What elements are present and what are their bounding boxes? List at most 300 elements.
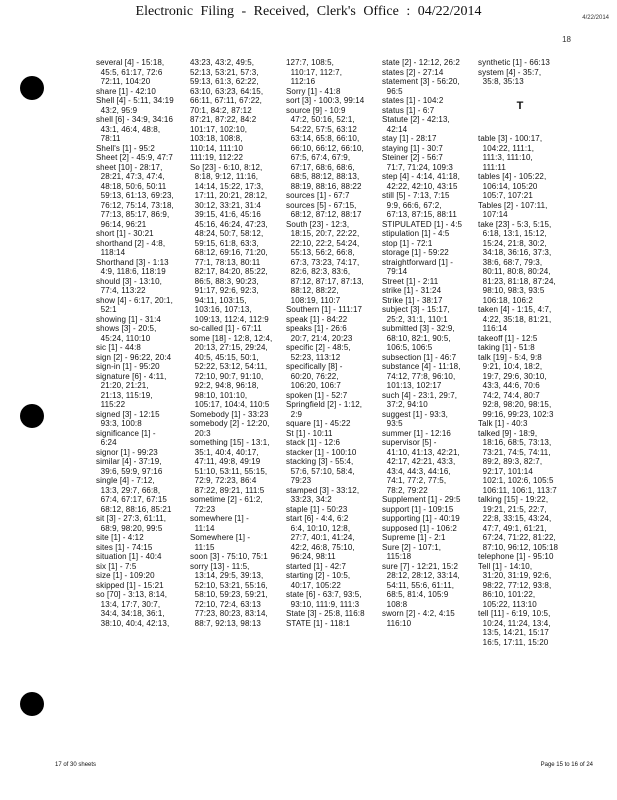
index-entry: 115:18 [382,552,412,561]
index-entry: strike [1] - 31:24 [382,286,442,295]
index-entry: sources [5] - 67:15, [286,200,357,210]
index-entry: 42:14 [382,124,408,134]
index-entry: statement [3] - 56:20, [382,77,460,86]
index-entry: 37:2, 94:10 [382,400,428,409]
index-entry: sorry [13] - 11:5, [190,561,250,571]
index-entry: 74:12, 77:8, 96:10, [382,371,456,381]
binder-hole-middle [20,404,44,428]
index-entry: 89:2, 89:3, 82:7, [478,457,543,466]
index-entry: 42:22, 42:10, 43:15 [382,181,458,191]
index-entry: 21:13, 115:19, [96,390,153,400]
index-entry: 34:18, 36:16, 37:3, [478,248,552,257]
index-entry: should [3] - 13:10, [96,276,162,286]
index-entry: 93:10, 111:9, 111:3 [286,599,360,609]
index-entry: 68:9, 98:20, 99:5 [96,523,163,533]
index-entry: 15:24, 21:8, 30:2, [478,238,547,248]
index-entry: states [2] - 27:14 [382,67,444,77]
index-entry: Talk [1] - 40:3 [478,419,528,428]
index-entry: state [2] - 12:12, 26:2 [382,58,460,67]
index-entry: 74:1, 77:2, 77:5, [382,476,447,485]
index-entry: spoken [1] - 52:7 [286,390,348,400]
index-entry: starting [2] - 10:5, [286,571,351,580]
index-entry: 102:1, 102:6, 105:5 [478,476,554,485]
index-entry: 109:13, 112:4, 112:9 [190,314,269,324]
index-entry: 86:10, 101:22, [478,590,536,599]
index-entry: Somebody [1] - 33:23 [190,409,269,419]
index-entry: 52:1 [96,305,117,314]
index-entry: 54:11, 55:6, 61:11, [382,580,455,590]
index-entry: shell [6] - 34:9, 34:16 [96,115,174,124]
index-entry: 78:11 [96,134,121,143]
index-entry: 59:13, 61:13, 69:23, [96,191,174,200]
index-entry: Shell's [1] - 95:2 [96,143,155,153]
index-entry: speak [1] - 84:22 [286,314,348,324]
index-entry: 25:2, 31:1, 110:1 [382,314,448,324]
index-entry: 88:7, 92:13, 98:13 [190,618,261,628]
index-entry: 101:17, 102:10, [190,124,248,134]
index-entry: such [4] - 23:1, 29:7, [382,390,458,400]
letter-heading-t: T [516,100,524,112]
index-entry: 11:14 [190,523,215,533]
index-entry: 52:13, 53:21, 57:3, [190,67,259,77]
index-entry: STATE [1] - 118:1 [286,618,350,628]
binder-hole-bottom [20,692,44,716]
index-entry: 47:11, 49:8, 49:19 [190,457,261,466]
index-entry: take [23] - 5:3, 5:15, [478,219,552,229]
index-entry: talked [9] - 18:9, [478,428,538,438]
index-entry: 13:3, 29:7, 66:8, [96,485,161,495]
page-header-stamp: Electronic Filing - Received, Clerk's Office : 04/22/2014 [135,4,482,19]
index-entry: sheet [10] - 28:17, [96,162,163,172]
index-entry: sites [1] - 74:15 [96,542,153,552]
index-entry: 54:22, 57:5, 63:12 [286,124,357,134]
index-entry: stop [1] - 72:1 [382,238,433,248]
index-entry: 52:10, 53:21, 55:16, [190,580,268,590]
index-entry: 63:14, 65:8, 66:10, [286,134,360,143]
index-entry: 19:7, 29:6, 30:10, [478,371,547,381]
index-entry: Steiner [2] - 56:7 [382,153,443,162]
index-entry: 40:5, 45:15, 50:1, [190,352,259,362]
index-entry: 77:1, 78:13, 80:11 [190,257,261,267]
index-entry: Springfield [2] - 1:12, [286,400,363,409]
index-entry: 101:13, 102:17 [382,381,442,390]
index-column-1 [96,58,174,628]
index-entry [478,125,558,135]
index-entry: stacking [3] - 55:4, [286,457,354,466]
index-entry: 107:14 [478,210,508,219]
index-entry: 20:7, 21:4, 20:23 [286,333,353,343]
index-entry: 127:7, 108:5, [286,58,335,67]
index-entry: somebody [2] - 12:20, [190,419,270,428]
index-entry: 93:5 [382,419,403,428]
index-entry: 81:23, 81:18, 87:24, [478,276,556,286]
index-entry: 4:9, 118:6, 118:19 [96,267,166,276]
index-entry: short [1] - 30:21 [96,229,154,238]
index-entry: 51:10, 53:11, 55:15, [190,466,268,476]
index-entry: 111:11 [478,162,506,172]
index-entry: support [1] - 109:15 [382,504,454,514]
index-entry: Sheet [2] - 45:9, 47:7 [96,153,173,162]
index-entry: 11:15 [190,542,215,552]
index-entry: 77:13, 85:17, 86:9, [96,210,170,219]
index-entry: 2:9 [286,409,303,419]
index-entry: 67:13, 87:15, 88:11 [382,210,457,219]
index-entry: 72:11, 104:20 [96,77,151,86]
stamp-date: 4/22/2014 [582,15,609,21]
index-entry: 105:7, 107:21 [478,191,533,200]
index-entry: 13:14, 29:5, 39:13, [190,571,264,580]
index-entry: 18:16, 68:5, 73:13, [478,438,552,447]
index-entry: tables [4] - 105:22, [478,172,547,181]
index-entry: sign [2] - 96:22, 20:4 [96,352,172,362]
index-entry: signor [1] - 99:23 [96,447,158,457]
index-column-3 [286,58,365,628]
index-entry: 68:10, 82:1, 90:5, [382,333,451,343]
index-entry: So [23] - 6:10, 8:12, [190,162,263,172]
index-entry: 8:18, 9:12, 11:16, [190,172,259,181]
index-entry: 71:7, 71:24, 109:3 [382,162,453,172]
index-entry: 39:15, 41:6, 45:16 [190,210,261,219]
index-entry: South [23] - 12:3, [286,219,350,229]
index-entry: sure [7] - 12:21, 15:2 [382,561,459,571]
index-entry: 17:11, 20:21, 28:12, [190,191,268,200]
index-entry: 42:17, 42:21, 43:3, [382,457,456,466]
index-entry: 43:3, 44:6, 70:6 [478,381,540,390]
index-entry: Statute [2] - 42:13, [382,115,450,124]
index-entry: 40:17, 105:22 [286,580,341,590]
index-entry: 110:14, 111:10 [190,143,244,153]
index-entry: 38:6, 68:7, 79:3, [478,257,543,267]
index-entry: subsection [1] - 46:7 [382,352,457,362]
index-entry: single [4] - 7:12, [96,476,155,485]
index-entry [478,115,558,125]
index-entry: Southern [1] - 111:17 [286,305,363,314]
index-entry: sometime [2] - 61:2, [190,495,263,504]
index-entry: start [6] - 4:4, 6:2 [286,514,349,523]
index-entry: 30:12, 33:21, 31:4 [190,200,261,210]
index-entry: 68:12, 88:16, 85:21 [96,504,172,514]
index-entry: Street [1] - 2:11 [382,276,439,286]
index-entry: 115:22 [96,400,126,409]
index-entry: 22:8, 33:15, 43:24, [478,514,552,523]
index-entry: 104:22, 111:1, [478,143,535,153]
index-entry: 45:16, 46:24, 47:23, [190,219,268,229]
index-entry: 87:21, 87:22, 84:2 [190,115,257,124]
index-entry: 67:5, 67:4, 67:9, [286,153,351,162]
index-entry: Strike [1] - 38:17 [382,295,443,305]
corner-page-number: 18 [562,35,571,44]
index-entry: status [1] - 6:7 [382,105,435,115]
index-entry: 13:5, 14:21, 15:17 [478,628,549,637]
index-entry: 28:21, 47:3, 47:4, [96,172,165,181]
index-entry: 55:13, 56:2, 66:8, [286,248,355,257]
index-entry: 68:5, 81:4, 105:9 [382,590,449,599]
index-entry: staple [1] - 50:23 [286,504,348,514]
index-entry: 22:10, 22:2, 54:24, [286,238,360,248]
index-entry: straightforward [1] - [382,257,454,267]
index-entry: 92:2, 94:8, 96:18, [190,381,259,390]
index-entry: table [3] - 100:17, [478,134,543,143]
binder-hole-top [20,76,44,100]
index-entry: Tell [1] - 14:10, [478,561,533,571]
index-entry: staying [1] - 30:7 [382,143,443,153]
index-entry: STIPULATED [1] - 4:5 [382,219,463,229]
index-entry: stack [1] - 12:6 [286,438,341,447]
index-entry: storage [1] - 59:22 [382,248,449,257]
index-entry: Shell [4] - 5:11, 34:19 [96,96,174,105]
index-entry: 110:17, 112:7, [286,67,343,77]
index-entry: 66:10, 66:12, 66:10, [286,143,364,153]
index-entry: started [1] - 42:7 [286,561,347,571]
index-entry: square [1] - 45:22 [286,419,351,428]
index-entry: 82:6, 82:3, 83:6, [286,267,351,276]
index-entry: 10:24, 11:24, 13:4, [478,618,551,628]
index-entry: 38:10, 40:4, 42:13, [96,618,170,628]
index-entry: similar [4] - 37:19, [96,457,162,466]
index-entry: 19:21, 21:5, 22:7, [478,504,547,514]
index-entry: 116:14 [478,324,508,333]
index-entry: 87:12, 87:17, 87:13, [286,276,364,286]
index-entry: several [4] - 15:18, [96,58,165,67]
index-entry: 105:22, 113:10 [478,599,537,609]
index-entry: sign-in [1] - 95:20 [96,362,160,371]
index-entry: Tables [2] - 107:11, [478,200,548,210]
index-entry: 91:17, 92:6, 92:3, [190,286,259,295]
index-entry: 35:1, 40:4, 40:17, [190,447,259,457]
index-entry: 88:12, 88:22, [286,286,339,295]
index-entry: 43:4, 44:3, 44:16, [382,466,451,476]
index-entry: Supreme [1] - 2:1 [382,533,446,542]
index-entry: 60:20, 76:22, [286,371,339,381]
index-entry: 80:11, 80:8, 80:24, [478,267,551,276]
index-entry: signed [3] - 12:15 [96,409,160,419]
index-entry: six [1] - 7:5 [96,561,137,571]
index-entry [478,87,558,97]
index-entry: state [6] - 63:7, 93:5, [286,590,362,599]
index-entry: so-called [1] - 67:11 [190,324,262,333]
index-entry: site [1] - 4:12 [96,533,144,542]
index-entry: shorthand [2] - 4:8, [96,238,166,248]
index-entry: sort [3] - 100:3, 99:14 [286,96,365,105]
index-entry: 77:23, 80:23, 83:14, [190,609,268,618]
index-entry: 35:8, 35:13 [478,77,524,86]
index-entry: 70:1, 84:2, 87:12 [190,105,252,115]
index-entry: 41:10, 41:13, 42:21, [382,447,460,457]
index-entry: taking [1] - 51:8 [478,343,535,352]
index-entry: 43:2, 95:9 [96,105,138,115]
index-entry: size [1] - 109:20 [96,571,155,580]
index-entry: somewhere [1] - [190,514,249,523]
index-entry: synthetic [1] - 66:13 [478,58,550,67]
index-entry: 72:10, 90:7, 91:10, [190,371,264,381]
footer-page-range: Page 15 to 16 of 24 [540,762,593,768]
index-entry: 103:18, 108:8, [190,134,243,143]
index-entry: 47:2, 50:16, 52:1, [286,115,355,124]
index-entry: stamped [3] - 33:12, [286,485,360,495]
index-entry: 72:23 [190,504,216,514]
index-entry: 59:15, 61:8, 63:3, [190,238,259,248]
index-entry: State [3] - 25:8, 116:8 [286,609,365,618]
index-entry: 52:22, 53:12, 54:11, [190,362,268,371]
index-entry: 67:4, 67:17, 67:15 [96,495,167,504]
index-entry: 45:24, 110:10 [96,333,151,343]
index-entry: 4:22, 35:18, 81:21, [478,314,552,324]
index-entry: 82:17, 84:20, 85:22, [190,267,268,276]
index-entry: skipped [1] - 15:21 [96,580,164,590]
index-entry: show [4] - 6:17, 20:1, [96,295,173,305]
index-entry: 6:4, 10:10, 12:8, [286,523,351,533]
index-entry: still [5] - 7:13, 7:15 [382,191,450,200]
index-entry: sit [3] - 27:3, 61:11, [96,514,167,523]
index-entry: supporting [1] - 40:19 [382,514,460,523]
index-entry: 47:7, 49:1, 61:21, [478,523,547,533]
index-entry: sources [1] - 67:7 [286,191,350,200]
index-entry: stay [1] - 28:17 [382,134,437,143]
index-entry: 103:16, 107:13, [190,305,252,314]
index-entry: situation [1] - 40:4 [96,552,162,561]
index-entry: Somewhere [1] - [190,533,251,542]
index-entry: 27:7, 40:1, 41:24, [286,533,355,542]
index-entry: showing [1] - 31:4 [96,314,161,324]
index-entry: 79:23 [286,476,312,485]
index-entry: 58:10, 59:23, 59:21, [190,590,268,599]
index-entry: talk [19] - 5:4, 9:8 [478,352,542,362]
index-entry: 67:3, 73:23, 74:17, [286,257,360,267]
index-entry: sworn [2] - 4:2, 4:15 [382,609,455,618]
index-entry: 106:14, 105:20 [478,181,538,191]
index-entry: 87:10, 96:12, 105:18 [478,542,559,552]
index-entry: supervisor [5] - [382,438,437,447]
index-entry: 68:5, 88:12, 88:13, [286,172,360,181]
index-entry: substance [4] - 11:18, [382,362,461,371]
index-entry: 111:19, 112:22 [190,153,244,162]
index-entry: 98:22, 77:12, 93:8, [478,580,552,590]
index-column-4 [382,58,462,628]
index-entry: 111:3, 111:10, [478,153,533,162]
index-entry: significance [1] - [96,428,156,438]
index-entry: signature [6] - 4:11, [96,371,167,381]
index-entry: 93:3, 100:8 [96,419,142,428]
index-entry: stipulation [1] - 4:5 [382,229,450,238]
index-entry: Sorry [1] - 41:8 [286,86,341,96]
footer-sheets: 17 of 30 sheets [55,762,97,768]
index-entry: 106:11, 106:1, 113:7 [478,485,557,495]
index-entry: 13:4, 17:7, 30:7, [96,599,161,609]
index-entry: subject [3] - 15:17, [382,305,450,314]
index-entry: 52:23, 113:12 [286,352,341,362]
index-entry: 92:17, 101:14 [478,466,533,476]
index-entry: 63:10, 63:23, 64:15, [190,86,264,96]
index-entry: step [4] - 4:14, 41:18, [382,172,460,181]
index-entry: 31:20, 31:19, 92:6, [478,571,552,580]
index-entry: 43:23, 43:2, 49:5, [190,58,255,67]
index-entry: 106:20, 106:7 [286,381,341,390]
index-entry: 106:5, 106:5 [382,343,433,352]
index-entry: suggest [1] - 93:3, [382,409,448,419]
index-entry: 98:10, 101:10, [190,390,248,400]
index-entry: talking [15] - 19:22, [478,495,549,504]
index-entry: shows [3] - 20:5, [96,324,157,333]
index-entry: 96:5 [382,86,403,96]
index-entry: 48:24, 50:7, 58:12, [190,229,264,238]
index-entry: 96:24, 98:11 [286,552,336,561]
index-entry: 68:12, 69:16, 71:20, [190,248,268,257]
index-entry: stacker [1] - 100:10 [286,447,357,457]
index-entry: 118:14 [96,248,126,257]
index-entry: 48:18, 50:6, 50:11 [96,181,167,191]
index-entry: 87:22, 89:21, 111:5 [190,485,265,495]
index-column-2 [190,58,272,628]
index-entry: 21:20, 21:21, [96,381,149,390]
index-entry: 67:24, 71:22, 81:22, [478,533,556,542]
index-entry: submitted [3] - 32:9, [382,324,455,333]
index-entry: some [18] - 12:8, 12:4, [190,333,273,343]
index-entry: 14:14, 15:22, 17:3, [190,181,264,191]
index-entry: 42:2, 46:8, 75:10, [286,542,355,552]
index-entry: tell [11] - 6:19, 10:5, [478,609,551,618]
index-entry: 94:11, 103:15, [190,295,247,305]
index-entry: speaks [1] - 26:6 [286,324,347,333]
index-entry: specific [2] - 48:5, [286,343,351,352]
index-entry: St [1] - 10:11 [286,428,333,438]
index-entry: 34:4, 34:18, 36:1, [96,609,165,618]
index-entry: 106:18, 106:2 [478,295,533,305]
index-entry: takeoff [1] - 12:5 [478,333,538,343]
index-entry: 9:21, 10:4, 18:2, [478,362,543,371]
index-entry: soon [3] - 75:10, 75:1 [190,552,268,561]
index-entry: 105:17, 104:4, 110:5 [190,400,270,409]
index-entry: Sure [2] - 107:1, [382,542,442,552]
index-entry: 16:5, 17:11, 15:20 [478,637,549,647]
index-entry: 39:6, 59:9, 97:16 [96,466,163,476]
index-entry: 74:2, 74:4, 80:7 [478,390,540,400]
index-entry: states [1] - 104:2 [382,96,444,105]
index-entry: 43:1, 46:4, 48:8, [96,124,161,134]
index-entry: 72:9, 72:23, 86:4 [190,476,257,485]
index-entry: 92:8, 98:20, 98:15, [478,400,552,409]
index-entry: share [1] - 42:10 [96,86,156,96]
index-entry: 108:8 [382,599,408,609]
index-entry: 9:9, 66:6, 67:2, [382,200,442,210]
index-entry: 99:16, 99:23, 102:3 [478,409,554,419]
index-entry: 6:18, 13:1, 15:12, [478,229,547,238]
index-entry: 45:5, 61:17, 72:6 [96,67,163,77]
index-entry: 77:4, 113:22 [96,286,146,295]
index-entry: so [70] - 3:13, 8:14, [96,590,168,599]
index-entry: 20:13, 27:15, 29:24, [190,343,268,352]
index-entry: Shorthand [3] - 1:13 [96,257,169,267]
index-entry: something [15] - 13:1, [190,438,270,447]
index-entry: supposed [1] - 106:2 [382,523,457,533]
index-entry: taken [4] - 1:15, 4:7, [478,305,552,314]
index-entry: source [9] - 10:9 [286,105,346,115]
index-entry: 73:21, 74:5, 74:11, [478,447,551,457]
index-entry: 72:10, 72:4, 63:13 [190,599,261,609]
index-entry: 28:12, 28:12, 33:14, [382,571,460,580]
index-entry: 20:3 [190,428,211,438]
index-entry: 18:15, 20:7, 22:22, [286,229,360,238]
index-entry: 86:5, 88:3, 90:23, [190,276,259,286]
index-entry: Supplement [1] - 29:5 [382,495,461,504]
index-entry: 68:12, 87:12, 88:17 [286,210,362,219]
index-entry: 33:23, 34:2 [286,495,332,504]
index-entry: 88:19, 88:16, 88:22 [286,181,362,191]
index-entry: 6:24 [96,438,117,447]
index-entry: 66:11, 67:11, 67:22, [190,96,262,105]
index-column-5 [478,58,558,647]
index-entry: 78:2, 79:22 [382,485,428,495]
index-entry: 96:14, 96:21 [96,219,147,229]
